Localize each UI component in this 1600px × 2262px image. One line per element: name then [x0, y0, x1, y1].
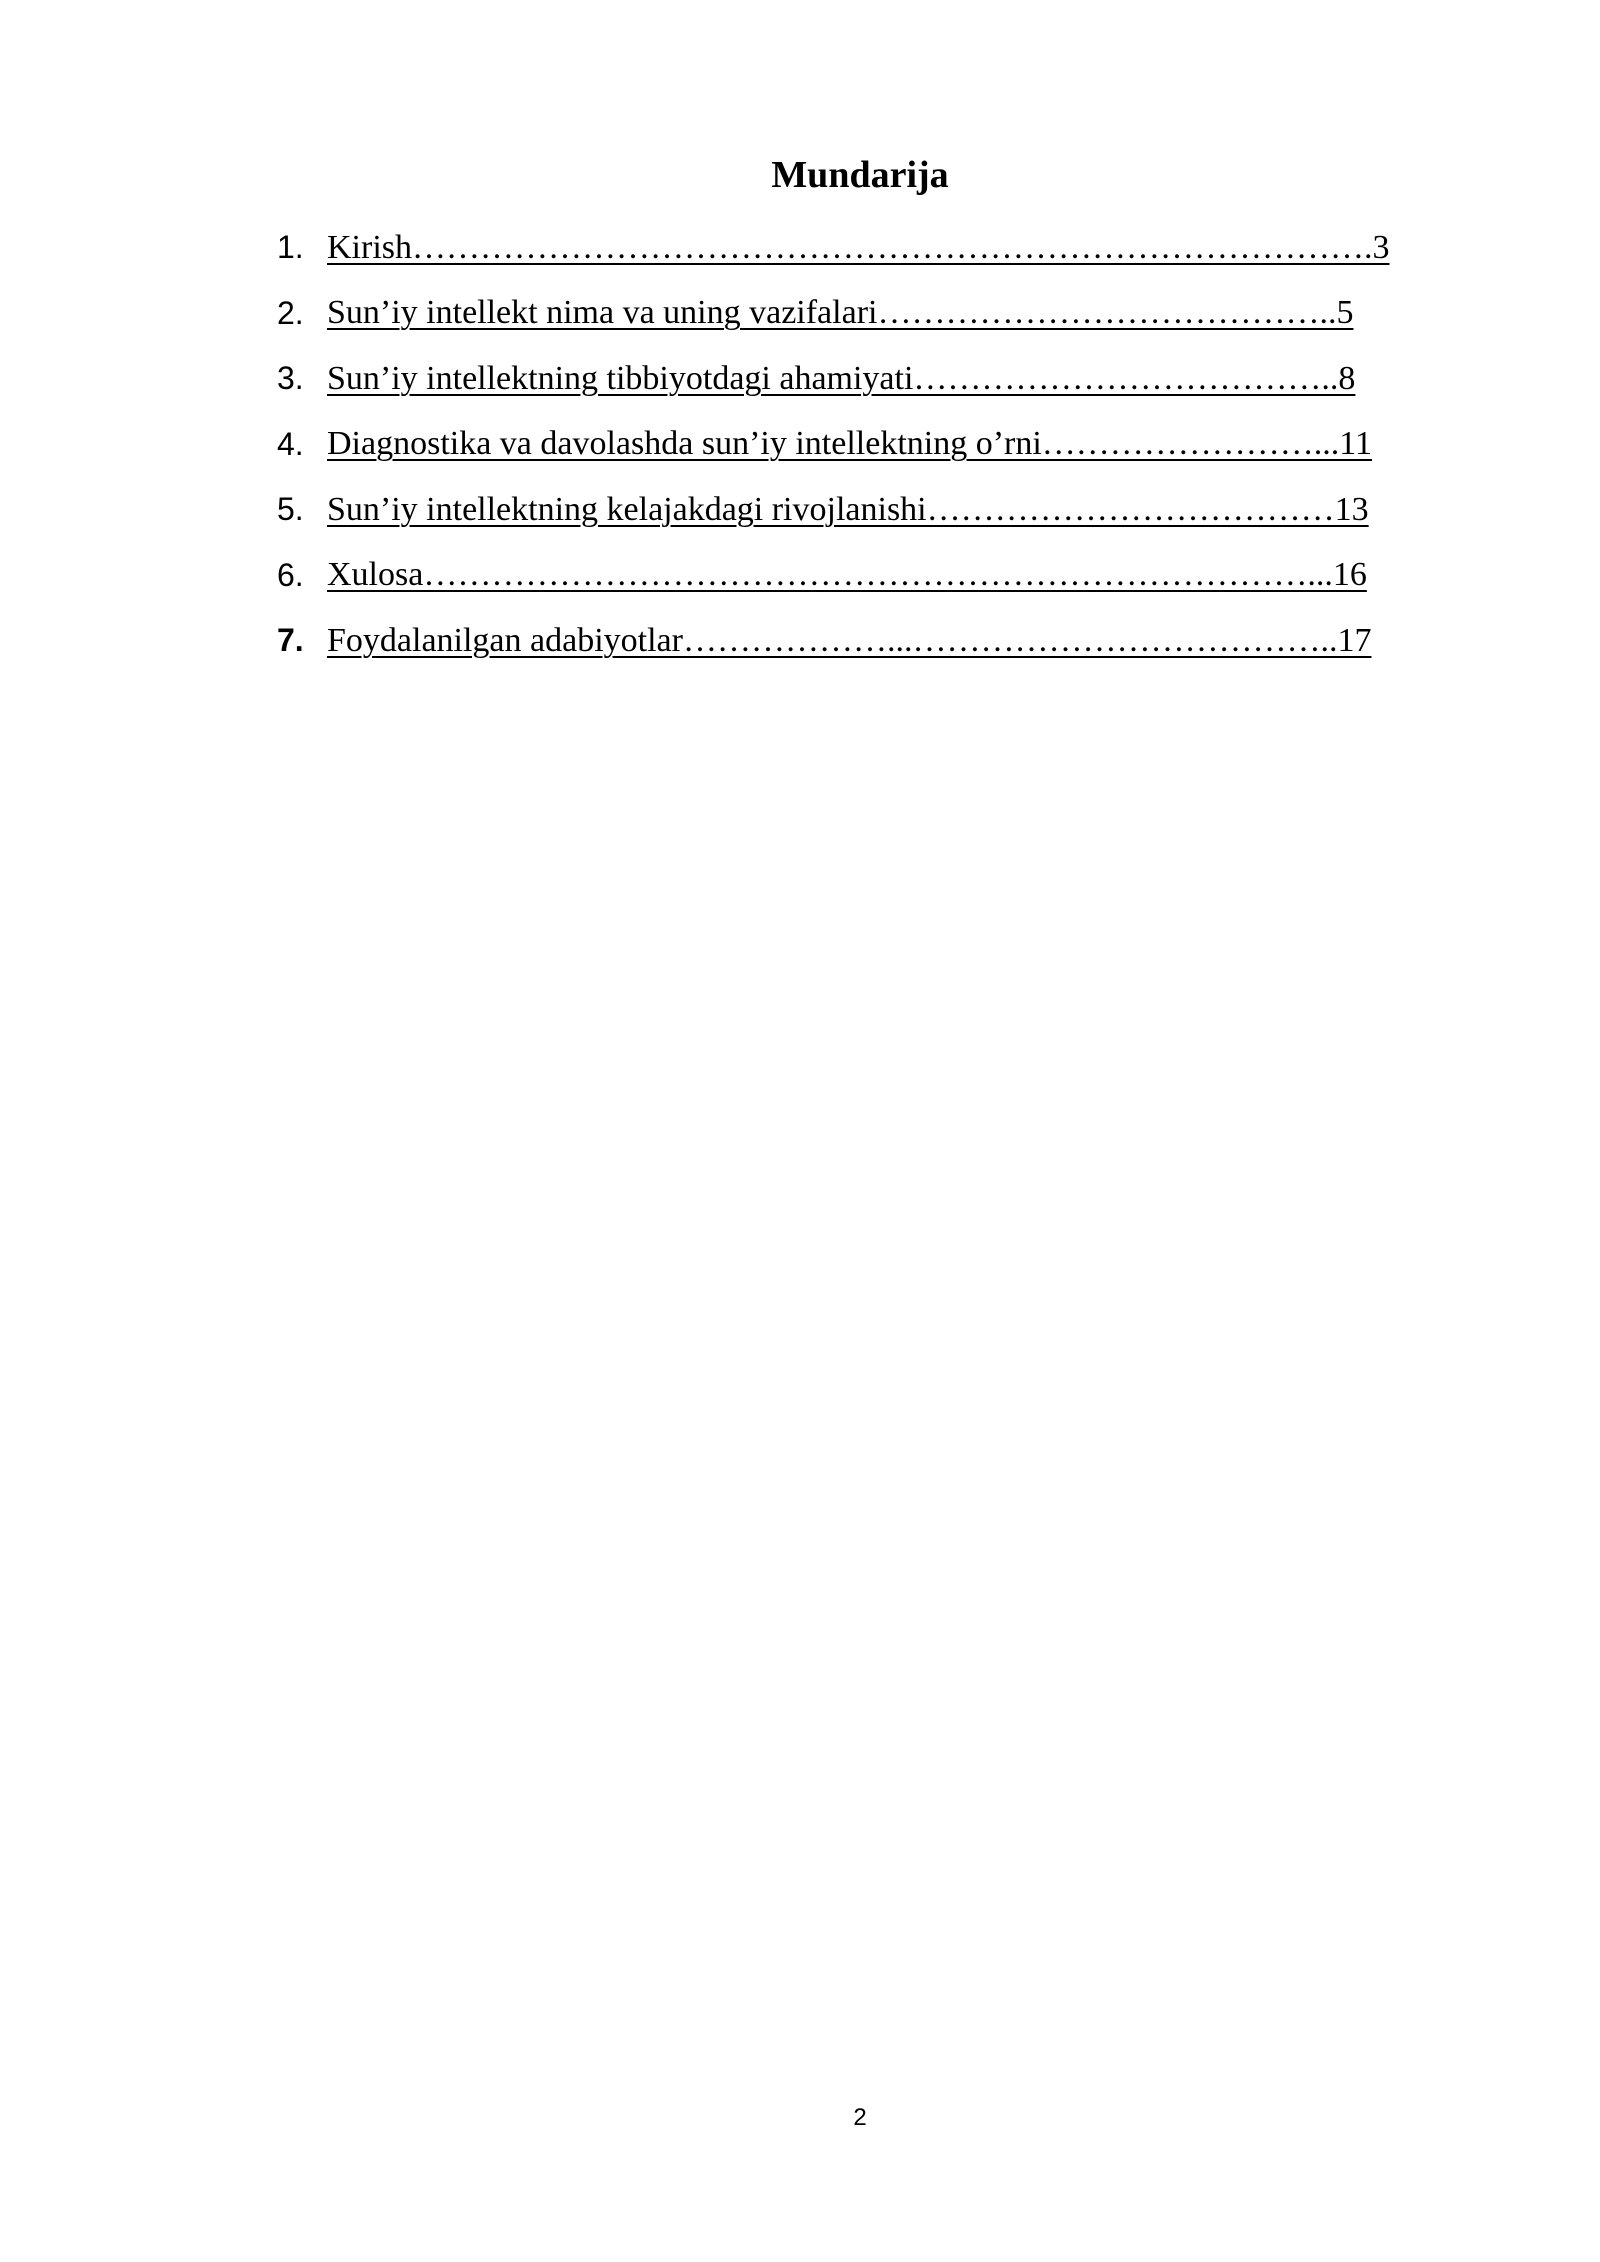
page-title: Mundarija	[771, 154, 949, 196]
toc-entry-number: 4.	[277, 425, 304, 462]
toc-entry-number: 7.	[277, 622, 304, 659]
toc-entry-number: 3.	[277, 360, 304, 397]
toc-entry-xulosa	[277, 543, 1527, 609]
page-number: 2	[853, 2104, 867, 2131]
toc-entry-number: 2.	[277, 294, 304, 331]
toc-link-kelajakdagi-rivojlanishi[interactable]: Sun’iy intellektning kelajakdagi rivojlanishi………………………………13	[327, 490, 1369, 528]
toc-link-adabiyotlar[interactable]: Foydalanilgan adabiyotlar………………...………………………………..17	[327, 621, 1372, 659]
toc-link-xulosa[interactable]: Xulosa……………………………………………………………………...16	[327, 556, 1367, 594]
toc-link-kirish[interactable]: Kirish………………………………………………………………………….3	[327, 228, 1390, 266]
toc-entry-tibbiyotdagi-ahamiyati	[277, 346, 1527, 412]
table-of-contents	[277, 215, 1527, 674]
toc-entry-number: 6.	[277, 556, 304, 593]
toc-entry-diagnostika	[277, 412, 1527, 478]
toc-entry-suniy-intellekt-nima	[277, 281, 1527, 347]
toc-link-suniy-intellekt-nima[interactable]: Sun’iy intellekt nima va uning vazifalari…………………………………..5	[327, 294, 1354, 332]
toc-entry-number: 1.	[277, 229, 304, 266]
toc-entry-kirish	[277, 215, 1527, 281]
toc-entry-kelajakdagi-rivojlanishi	[277, 477, 1527, 543]
toc-entry-number: 5.	[277, 491, 304, 528]
toc-entry-adabiyotlar	[277, 608, 1527, 674]
toc-link-diagnostika[interactable]: Diagnostika va davolashda sun’iy intellektning o’rni……………………...11	[327, 425, 1373, 463]
toc-link-tibbiyotdagi-ahamiyati[interactable]: Sun’iy intellektning tibbiyotdagi ahamiyati………………………………..8	[327, 359, 1356, 397]
